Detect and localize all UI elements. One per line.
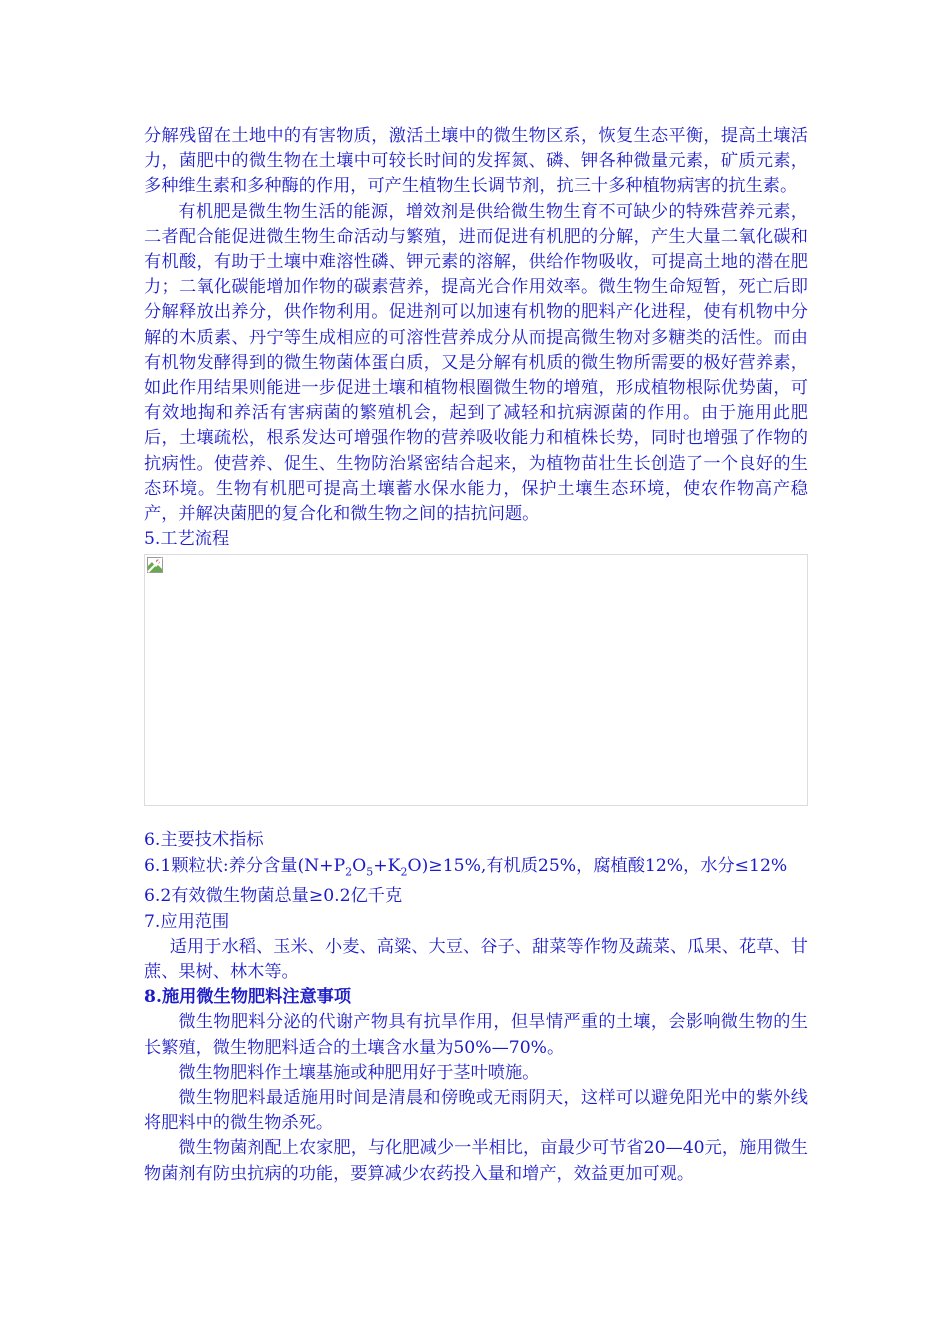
spec-o: O: [352, 855, 367, 876]
process-flow-figure: [144, 554, 808, 806]
paragraph-note-1: 微生物肥料分泌的代谢产物具有抗旱作用，但旱情严重的土壤，会影响微生物的生长繁殖，微生物肥料适合的土壤含水量为50%—70%。: [144, 1012, 808, 1058]
spec-k2-sub: 2: [400, 865, 408, 879]
section-6-title: 6.主要技术指标: [144, 830, 264, 851]
spec-granular-post: O)≥15%,有机质25%，腐植酸12%，水分≤12%: [407, 855, 788, 876]
section-5-title: 5.工艺流程: [144, 529, 230, 550]
spec-k: +K: [373, 855, 401, 876]
document-page: [144, 124, 808, 1187]
paragraph-scope: 适用于水稻、玉米、小麦、高粱、大豆、谷子、甜菜等作物及蔬菜、瓜果、花草、甘蔗、果树、林木等。: [144, 936, 808, 982]
spec-p2-sub: 2: [345, 865, 353, 879]
paragraph-organic-fertilizer: 有机肥是微生物生活的能源，增效剂是供给微生物生育不可缺少的特殊营养元素，二者配合能促进微生物生命活动与繁殖，进而促进有机肥的分解，产生大量二氧化碳和有机酸，有助于土壤中难溶性磷、钾元素的溶解，供给作物吸收，可提高土地的潜在肥力；二氧化碳能增加作物的碳素营养，提高光合作用效率。微生物生命短暂，死亡后即分解释放出养分，供作物利用。促进剂可以加速有机物的肥料产化进程，使有机物中分解的木质素、丹宁等生成相应的可溶性营养成分从而提高微生物对多糖类的活性。而由有机物发酵得到的微生物菌体蛋白质，又是分解有机质的微生物所需要的极好营养素，如此作用结果则能进一步促进土壤和植物根圈微生物的增殖，形成植物根际优势菌，可有效地掏和养活有害病菌的繁殖机会，起到了减轻和抗病源菌的作用。由于施用此肥后，土壤疏松，根系发达可增强作物的营养吸收能力和植株长势，同时也增强了作物的抗病性。使营养、促生、生物防治紧密结合起来，为植物苗壮生长创造了一个良好的生态环境。生物有机肥可提高土壤蓄水保水能力，保护土壤生态环境，使农作物高产稳产，并解决菌肥的复合化和微生物之间的拮抗问题。: [144, 201, 808, 525]
broken-image-icon: [147, 557, 163, 573]
spec-o5-sub: 5: [366, 865, 374, 879]
paragraph-note-2: 微生物肥料作土壤基施或种肥用好于茎叶喷施。: [178, 1062, 540, 1083]
spec-granular-pre: 6.1颗粒状:养分含量(N+P: [144, 855, 346, 876]
paragraph-note-4: 微生物菌剂配上农家肥，与化肥减少一半相比，亩最少可节省20—40元，施用微生物菌剂有防虫抗病的功能，要算减少农药投入量和增产，效益更加可观。: [144, 1138, 808, 1184]
section-7-title: 7.应用范围: [144, 911, 230, 932]
spec-granular: [144, 854, 808, 885]
paragraph-soil-activation: 分解残留在土地中的有害物质，激活土壤中的微生物区系，恢复生态平衡，提高土壤活力，菌肥中的微生物在土壤中可较长时间的发挥氮、磷、钾各种微量元素，矿质元素，多种维生素和多种酶的作用，可产生植物生长调节剂，抗三十多种植物病害的抗生素。: [144, 126, 808, 197]
section-8-title: 8.施用微生物肥料注意事项: [144, 987, 352, 1008]
spec-microbes: 6.2有效微生物菌总量≥0.2亿千克: [144, 886, 403, 907]
paragraph-note-3: 微生物肥料最适施用时间是清晨和傍晚或无雨阴天，这样可以避免阳光中的紫外线将肥料中的微生物杀死。: [144, 1087, 808, 1134]
